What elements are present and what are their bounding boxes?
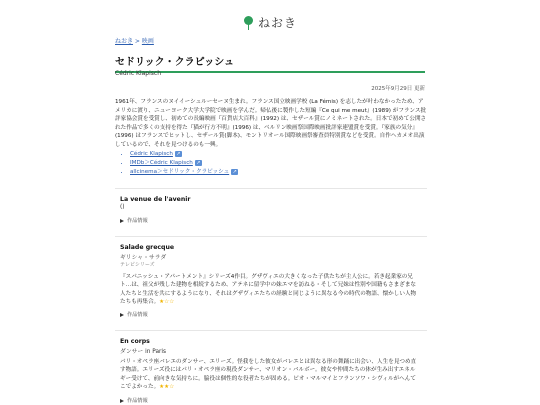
work-tag: テレビシリーズ bbox=[120, 262, 155, 268]
work-subtitle: ギリシャ・サラダ bbox=[120, 255, 167, 261]
work-details-toggle[interactable] bbox=[120, 217, 148, 224]
breadcrumb-home-link[interactable]: ねおき bbox=[115, 38, 134, 45]
divider bbox=[115, 330, 427, 331]
disclosure-triangle-icon bbox=[120, 219, 124, 223]
tree-icon bbox=[243, 16, 254, 30]
link-cedric-klapisch[interactable]: Cédric Klapisch bbox=[130, 151, 173, 157]
external-link-icon: ↗ bbox=[196, 159, 201, 166]
work-details-toggle[interactable] bbox=[120, 311, 148, 318]
work-title: Salade grecque bbox=[120, 244, 175, 251]
work-title: En corps bbox=[120, 338, 150, 345]
details-label: 作品情報 bbox=[127, 312, 148, 318]
link-item bbox=[130, 150, 238, 159]
breadcrumb-separator: > bbox=[133, 38, 142, 45]
external-link-icon: ↗ bbox=[176, 150, 181, 157]
link-allcinema[interactable]: allcinema＞セドリック・クラピッシュ bbox=[130, 169, 230, 175]
external-link-icon: ↗ bbox=[232, 168, 237, 175]
details-label: 作品情報 bbox=[127, 218, 148, 224]
divider bbox=[115, 236, 427, 237]
link-item bbox=[130, 168, 238, 177]
page-subtitle: Cédric Klapisch bbox=[115, 70, 162, 77]
breadcrumb-section-link[interactable]: 映画 bbox=[141, 38, 154, 45]
external-links bbox=[120, 150, 238, 177]
work-description bbox=[120, 358, 420, 392]
work-subtitle: ダンサー in Paris bbox=[120, 349, 167, 355]
link-item bbox=[130, 159, 238, 168]
divider bbox=[115, 188, 427, 189]
disclosure-triangle-icon bbox=[120, 399, 124, 403]
work-title: La venue de l'avenir bbox=[120, 196, 191, 203]
updated-date: 2025年9月29日 更新 bbox=[371, 86, 425, 92]
rating-stars: ★★☆ bbox=[159, 384, 175, 391]
work-subtitle: () bbox=[120, 204, 125, 210]
breadcrumb bbox=[115, 36, 154, 45]
work-description-text: 『スパニッシュ・アパートメント』シリーズ4作目。グザヴィエの大きくなった子供たちが主人公に。若き起業家の兄ト…は、祖父が残した建物を相続するため、アテネに留学中の妹エマを訪ねる・そして兄妹は性別や国籍もさまざまな人たちと生活を共にするようになり、それはグザヴィエたちの経験と同じように異なる今の時代の物語、懐かしい人物たちも再集合。 bbox=[120, 274, 417, 306]
work-description-text: パリ・オペラ座バレエのダンサー、エリーズ。怪我をした彼女がバレエとは異なる形の舞踊に出会い、人生を見つめ直す物語。エリーズ役にはパリ・オペラ座の現役ダンサー、マリオン・バルボー。彼女や仲間たちの体が生み出すエネルギー受けて、前向きな気持ちに。脇役は個性的な役者たちが固める。ピオ・マルマイとフランソワ・シヴィルがへんてこでよかった。 bbox=[120, 359, 417, 391]
work-details-toggle[interactable] bbox=[120, 397, 148, 404]
details-label: 作品情報 bbox=[127, 398, 148, 404]
link-imdb[interactable]: IMDb＞Cédric Klapisch bbox=[130, 160, 193, 166]
site-name: ねおき bbox=[257, 16, 297, 30]
rating-stars: ★☆☆ bbox=[159, 299, 175, 306]
biography: 1961年、フランスのヌイイーシュルーセーヌ生まれ。フランス国立映画学校 (La Fémis) を志したが叶わなかったため、アメリカに渡り、ニューヨーク大学大学院で映画を学んだ。帰仏後に製作した短編『Ce qui me meut』(1989) がフランス批評家協会賞を受賞し、初めての長編映画『百貨店大百科』(1992) は、セザール賞にノミネートされた。日本で初めて公開された作品で多くの支持を得た『猫が行方不明』(1996) は、ベルリン映画祭国際映画批評家連盟賞を受賞。『家族の気分』(1996) はフランスでヒットし、セザール賞(脚本)、モントリオール国際映画祭審査員特別賞などを受賞。自作へカメオ出演しているので、それを見つけるのも一興。 bbox=[115, 99, 427, 148]
work-description bbox=[120, 273, 420, 307]
site-logo[interactable] bbox=[0, 14, 540, 34]
disclosure-triangle-icon bbox=[120, 313, 124, 317]
page-title: セドリック・クラピッシュ bbox=[115, 53, 425, 73]
